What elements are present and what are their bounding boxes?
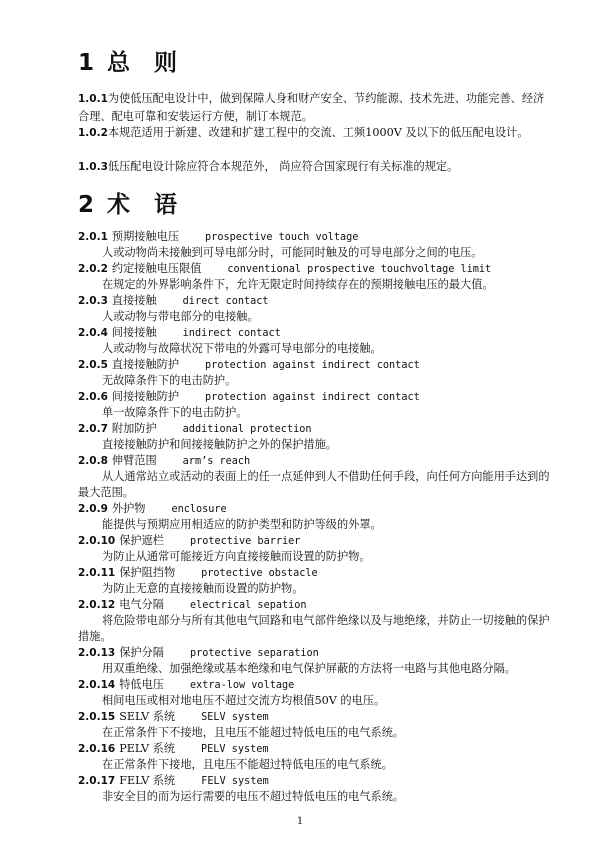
- term-definition: 在正常条件下接地，且电压不能超过特低电压的电气系统。: [102, 758, 393, 771]
- term-definition: 直接接触防护和间接接触防护之外的保护措施。: [102, 438, 337, 451]
- term-english: PELV system: [201, 744, 269, 755]
- term-number: 2.0.6: [78, 391, 108, 403]
- term-definition: 人或动物尚未接触到可导电部分时，可能同时触及的可导电部分之间的电压。: [102, 246, 483, 259]
- term-english: direct contact: [182, 296, 269, 307]
- chapter-1-number: 1: [78, 50, 96, 76]
- term-chinese: FELV 系统: [119, 774, 176, 787]
- term-english: protection against indirect contact: [205, 392, 420, 403]
- clause-1-0-3: 1.0.3低压配电设计除应符合本规范外， 尚应符合国家现行有关标准的规定。: [78, 160, 459, 173]
- term-head: [78, 565, 558, 581]
- term-head: [78, 773, 558, 789]
- page-number: 1: [296, 816, 304, 827]
- term-definition: 能提供与预期应用相适应的防护类型和防护等级的外罩。: [102, 518, 382, 531]
- term-definition: 人或动物与带电部分的电接触。: [102, 310, 259, 323]
- term-english: prospective touch voltage: [205, 232, 359, 243]
- term-english: SELV system: [201, 712, 269, 723]
- term-english: protective separation: [189, 648, 319, 659]
- term-number: 2.0.15: [78, 711, 116, 723]
- term-number: 2.0.9: [78, 503, 108, 515]
- chapter-2-number: 2: [78, 192, 96, 218]
- term-number: 2.0.16: [78, 743, 116, 755]
- term-english: arm’s reach: [182, 456, 251, 467]
- term-entry: [78, 261, 558, 293]
- term-definition: 将危险带电部分与所有其他电气回路和电气部件绝缘以及与地绝缘，并防止一切接触的保护措施。: [78, 614, 550, 643]
- term-english: protective barrier: [189, 536, 301, 547]
- term-entry: [78, 741, 558, 773]
- term-head: [78, 357, 558, 373]
- term-chinese: 间接接触: [111, 326, 157, 339]
- term-number: 2.0.10: [78, 535, 116, 547]
- term-definition: 非安全目的而为运行需要的电压不超过特低电压的电气系统。: [102, 790, 405, 803]
- term-number: 2.0.13: [78, 647, 116, 659]
- term-head: [78, 709, 558, 725]
- term-head: [78, 533, 558, 549]
- term-chinese: 外护物: [111, 502, 146, 515]
- term-definition: 人或动物与故障状况下带电的外露可导电部分的电接触。: [102, 342, 382, 355]
- term-head: [78, 389, 558, 405]
- term-entry: [78, 325, 558, 357]
- term-entry: [78, 533, 558, 565]
- term-chinese: 预期接触电压: [111, 230, 180, 243]
- term-definition: 单一故障条件下的电击防护。: [102, 406, 248, 419]
- term-definition: 在正常条件下不接地，且电压不能超过特低电压的电气系统。: [102, 726, 405, 739]
- term-definition: 无故障条件下的电击防护。: [102, 374, 237, 387]
- term-english: enclosure: [171, 504, 227, 515]
- term-number: 2.0.5: [78, 359, 108, 371]
- term-entry: [78, 357, 558, 389]
- term-english: protection against indirect contact: [205, 360, 420, 371]
- term-chinese: 保护分隔: [119, 646, 164, 659]
- term-entry: [78, 565, 558, 597]
- term-chinese: 直接接触: [111, 294, 157, 307]
- chapter-1-title: 总 则: [107, 50, 186, 76]
- term-chinese: 附加防护: [111, 422, 157, 435]
- term-english: protective obstacle: [201, 568, 318, 579]
- term-entry: [78, 293, 558, 325]
- term-head: [78, 421, 558, 437]
- term-head: [78, 597, 558, 613]
- term-number: 2.0.8: [78, 455, 108, 467]
- term-head: [78, 645, 558, 661]
- terms-list: [78, 229, 558, 805]
- term-entry: [78, 389, 558, 421]
- term-head: [78, 229, 558, 245]
- term-chinese: PELV 系统: [119, 742, 176, 755]
- term-entry: [78, 677, 558, 709]
- term-entry: [78, 645, 558, 677]
- term-english: additional protection: [182, 424, 312, 435]
- term-entry: [78, 229, 558, 261]
- term-number: 2.0.14: [78, 679, 116, 691]
- term-english: FELV system: [201, 776, 269, 787]
- chapter-2-heading: [78, 186, 185, 219]
- term-number: 2.0.17: [78, 775, 116, 787]
- term-english: indirect contact: [182, 328, 281, 339]
- term-head: [78, 677, 558, 693]
- term-english: electrical sepation: [189, 600, 307, 611]
- term-head: [78, 325, 558, 341]
- term-head: [78, 741, 558, 757]
- term-chinese: 保护阻挡物: [119, 566, 176, 579]
- term-definition: 用双重绝缘、加强绝缘或基本绝缘和电气保护屏蔽的方法将一电路与其他电路分隔。: [102, 662, 516, 675]
- term-head: [78, 453, 558, 469]
- term-chinese: 伸臂范围: [111, 454, 157, 467]
- term-entry: [78, 597, 558, 645]
- chapter-2-title: 术 语: [107, 192, 186, 218]
- term-entry: [78, 421, 558, 453]
- term-english: extra-low voltage: [189, 680, 295, 691]
- term-chinese: SELV 系统: [119, 710, 176, 723]
- term-definition: 相间电压或相对地电压不超过交流方均根值50V 的电压。: [102, 694, 386, 707]
- term-entry: [78, 709, 558, 741]
- term-chinese: 间接接触防护: [111, 390, 180, 403]
- term-definition: 为防止从通常可能接近方向直接接触而设置的防护物。: [102, 550, 371, 563]
- clause-1-0-2: 1.0.2本规范适用于新建、改建和扩建工程中的交流、工频1000V 及以下的低压配电设计。: [78, 126, 529, 139]
- clause-1-0-1: 1.0.1为使低压配电设计中，做到保障人身和财产安全、节约能源、技术先进、功能完善、经济合理、配电可靠和安装运行方便，制订本规范。: [78, 92, 545, 123]
- term-number: 2.0.7: [78, 423, 108, 435]
- term-entry: [78, 773, 558, 805]
- term-chinese: 直接接触防护: [111, 358, 180, 371]
- term-chinese: 保护遮栏: [119, 534, 164, 547]
- term-english: conventional prospective touchvoltage limit: [227, 264, 492, 275]
- term-number: 2.0.2: [78, 263, 108, 275]
- term-number: 2.0.12: [78, 599, 116, 611]
- chapter-1-heading: [78, 44, 185, 77]
- term-entry: [78, 501, 558, 533]
- term-number: 2.0.1: [78, 231, 108, 243]
- term-chinese: 特低电压: [119, 678, 164, 691]
- term-head: [78, 501, 558, 517]
- term-definition: 从人通常站立或活动的表面上的任一点延伸到人不借助任何手段，向任何方向能用手达到的最大范围。: [78, 470, 550, 499]
- term-definition: 在规定的外界影响条件下，允许无限定时间持续存在的预期接触电压的最大值。: [102, 278, 494, 291]
- term-number: 2.0.11: [78, 567, 116, 579]
- term-head: [78, 261, 558, 277]
- term-chinese: 约定接触电压限值: [111, 262, 202, 275]
- term-number: 2.0.4: [78, 327, 108, 339]
- term-head: [78, 293, 558, 309]
- term-chinese: 电气分隔: [119, 598, 164, 611]
- term-number: 2.0.3: [78, 295, 108, 307]
- term-entry: [78, 453, 558, 501]
- term-definition: 为防止无意的直接接触而设置的防护物。: [102, 582, 304, 595]
